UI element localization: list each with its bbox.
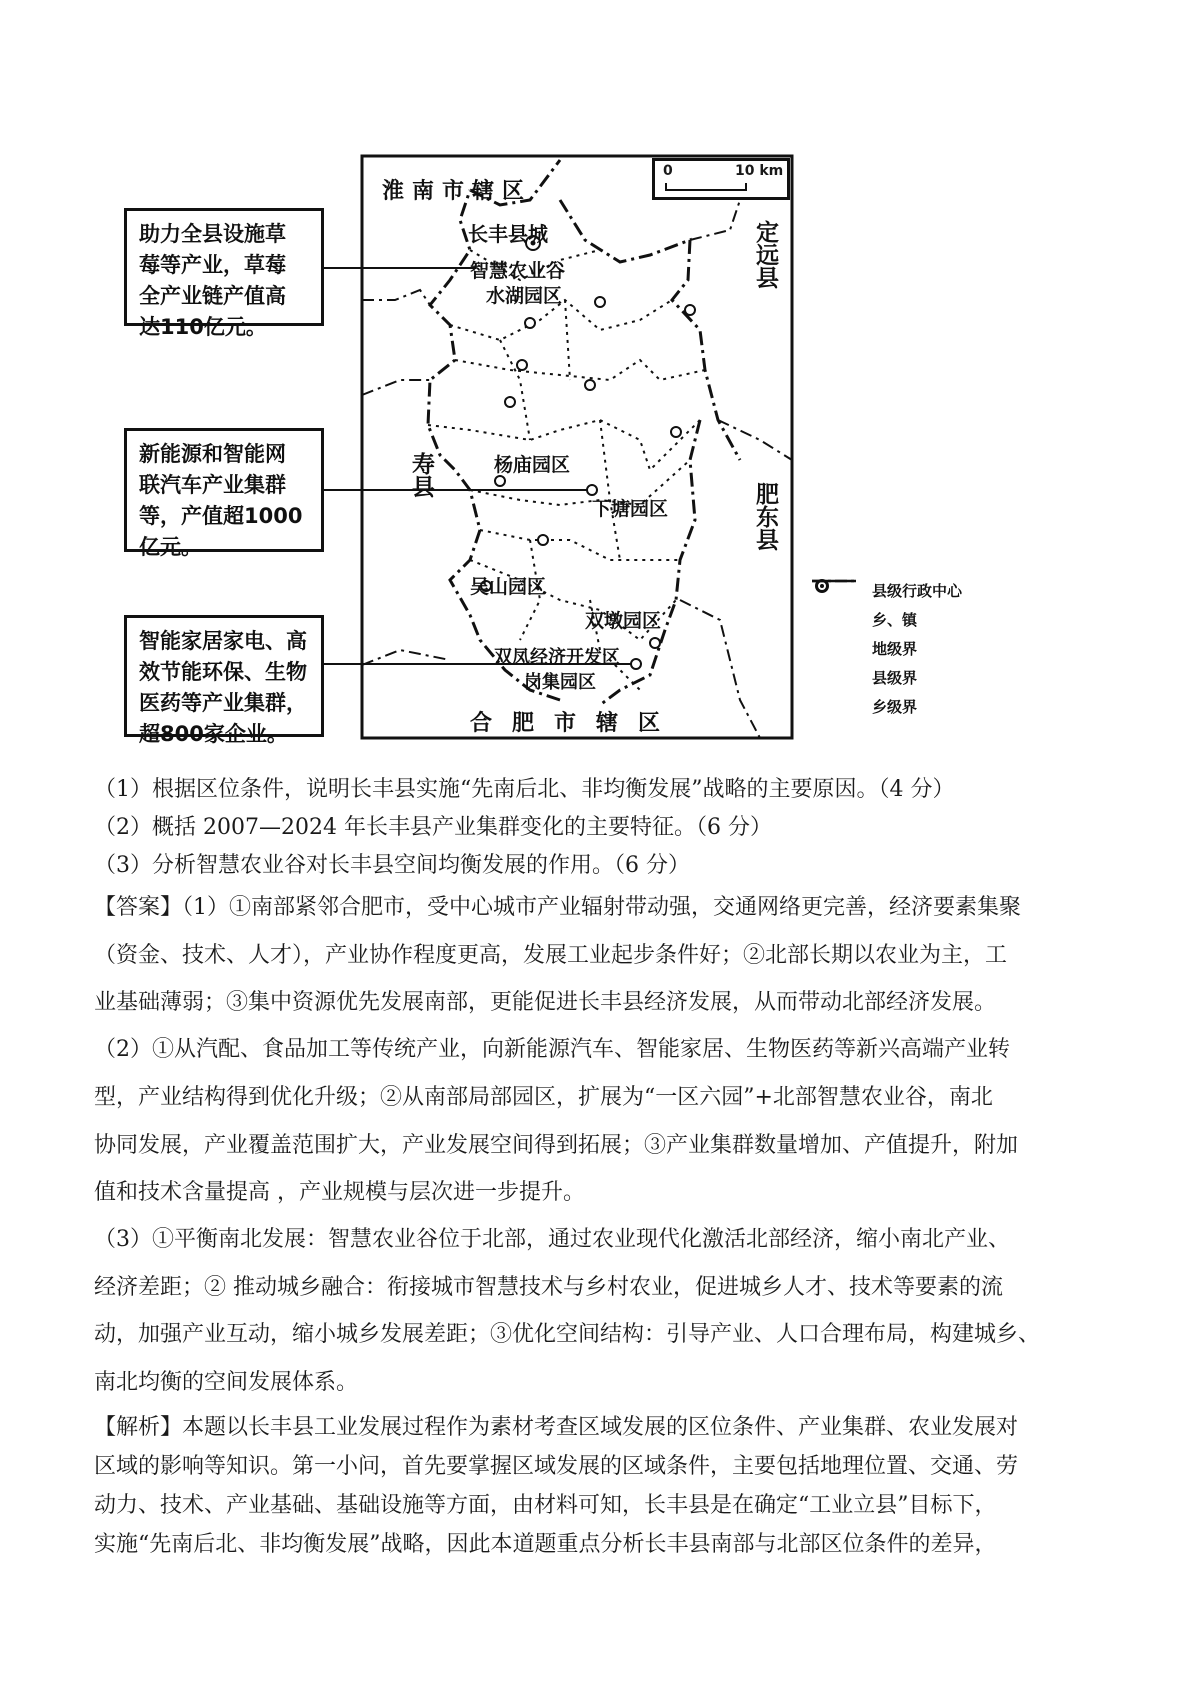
town-marker [505, 397, 515, 407]
analysis-line: 动力、技术、产业基础、基础设施等方面，由材料可知，长丰县是在确定“工业立县”目标下， [94, 1493, 997, 1518]
scale-bar [652, 158, 790, 200]
answer-line: （3）①平衡南北发展：智慧农业谷位于北部，通过农业现代化激活北部经济，缩小南北产业、 [94, 1227, 1011, 1252]
region-dingyuan-label: 定远县 [752, 220, 778, 289]
label-shuangdun: 双墩园区 [585, 610, 662, 632]
question-2: （2）概括 2007—2024 年长丰县产业集群变化的主要特征。（6 分） [94, 815, 772, 840]
region-feidong-label: 肥东县 [752, 482, 778, 551]
answer-line: 业基础薄弱；③集中资源优先发展南部，更能促进长丰县经济发展，从而带动北部经济发展。 [94, 990, 997, 1015]
town-marker [650, 638, 660, 648]
answer-line: 值和技术含量提高 ，产业规模与层次进一步提升。 [94, 1180, 585, 1205]
label-yangmiao: 杨庙园区 [494, 454, 571, 476]
scale-bar-line [665, 183, 747, 191]
answer-line: （资金、技术、人才），产业协作程度更高，发展工业起步条件好；②北部长期以农业为主，工 [94, 943, 1008, 968]
county-map-figure [0, 0, 1200, 745]
region-shouxian-label: 寿县 [408, 452, 434, 498]
legend-row [812, 634, 962, 663]
legend-row [812, 605, 962, 634]
label-shuihu: 水湖园区 [486, 285, 563, 307]
callout-agri-valley: 助力全县设施草 莓等产业，草莓 全产业链产值高 达110亿元。 [124, 208, 324, 326]
label-xiatang: 下塘园区 [592, 498, 669, 520]
analysis-line: 实施“先南后北、非均衡发展”战略，因此本道题重点分析长丰县南部与北部区位条件的差异， [94, 1532, 997, 1557]
answer-line: 经济差距；② 推动城乡融合：衔接城市智慧技术与乡村农业，促进城乡人才、技术等要素的流 [94, 1275, 1003, 1300]
label-wushan: 吴山园区 [470, 576, 547, 598]
town-marker [495, 476, 505, 486]
question-3: （3）分析智慧农业谷对长丰县空间均衡发展的作用。（6 分） [94, 853, 690, 878]
scale-zero: 0 [663, 163, 673, 179]
town-marker [685, 305, 695, 315]
town-marker [517, 360, 527, 370]
label-shuangfeng: 双凤经济开发区 [494, 647, 620, 668]
callout-auto-cluster: 新能源和智能网 联汽车产业集群 等，产值超1000 亿元。 [124, 428, 324, 552]
callout-home-appliance-cluster: 智能家居家电、高 效节能环保、生物 医药等产业集群， 超800家企业。 [124, 615, 324, 737]
legend-label: 县级界 [872, 669, 918, 687]
region-shouxian [390, 452, 434, 498]
town-marker [525, 318, 535, 328]
answer-line: 【答案】（1）①南部紧邻合肥市，受中心城市产业辐射带动强，交通网络更完善，经济要素集聚 [94, 895, 1022, 920]
question-1: （1）根据区位条件，说明长丰县实施“先南后北、非均衡发展”战略的主要原因。（4 分） [94, 777, 955, 802]
answer-line: 南北均衡的空间发展体系。 [94, 1370, 359, 1395]
town-marker [631, 659, 641, 669]
answer-line: 动，加强产业互动，缩小城乡发展差距；③优化空间结构：引导产业、人口合理布局，构建城乡、 [94, 1322, 1041, 1347]
town-marker [538, 535, 548, 545]
legend-label: 地级界 [872, 640, 918, 658]
legend-row [812, 663, 962, 692]
answer-line: 协同发展，产业覆盖范围扩大，产业发展空间得到拓展；③产业集群数量增加、产值提升，附加 [94, 1133, 1019, 1158]
town-marker [671, 427, 681, 437]
region-dingyuan [744, 220, 778, 289]
answer-line: （2）①从汽配、食品加工等传统产业，向新能源汽车、智能家居、生物医药等新兴高端产业转 [94, 1037, 1011, 1062]
legend-label: 乡级界 [872, 698, 918, 716]
legend-row [812, 692, 962, 721]
legend-label: 县级行政中心 [872, 582, 963, 600]
label-agri-valley: 智慧农业谷 [470, 260, 566, 282]
region-huainan: 淮南市辖区 [382, 179, 533, 204]
analysis-line: 【解析】本题以长丰县工业发展过程作为素材考查区域发展的区位条件、产业集群、农业发展对 [94, 1415, 1019, 1440]
region-hefei: 合肥市辖区 [470, 711, 681, 736]
answer-line: 型，产业结构得到优化升级；②从南部局部园区，扩展为“一区六园”+北部智慧农业谷，南北 [94, 1085, 993, 1110]
legend-label: 乡、镇 [872, 611, 918, 629]
label-county-seat: 长丰县城 [468, 222, 548, 246]
town-marker [595, 297, 605, 307]
label-gangji: 岗集园区 [524, 672, 596, 693]
analysis-line: 区域的影响等知识。第一小问，首先要掌握区域发展的区域条件，主要包括地理位置、交通、劳 [94, 1454, 1019, 1479]
map-legend [812, 576, 962, 721]
scale-ten: 10 km [735, 163, 784, 179]
region-feidong [744, 482, 778, 551]
town-marker [585, 380, 595, 390]
